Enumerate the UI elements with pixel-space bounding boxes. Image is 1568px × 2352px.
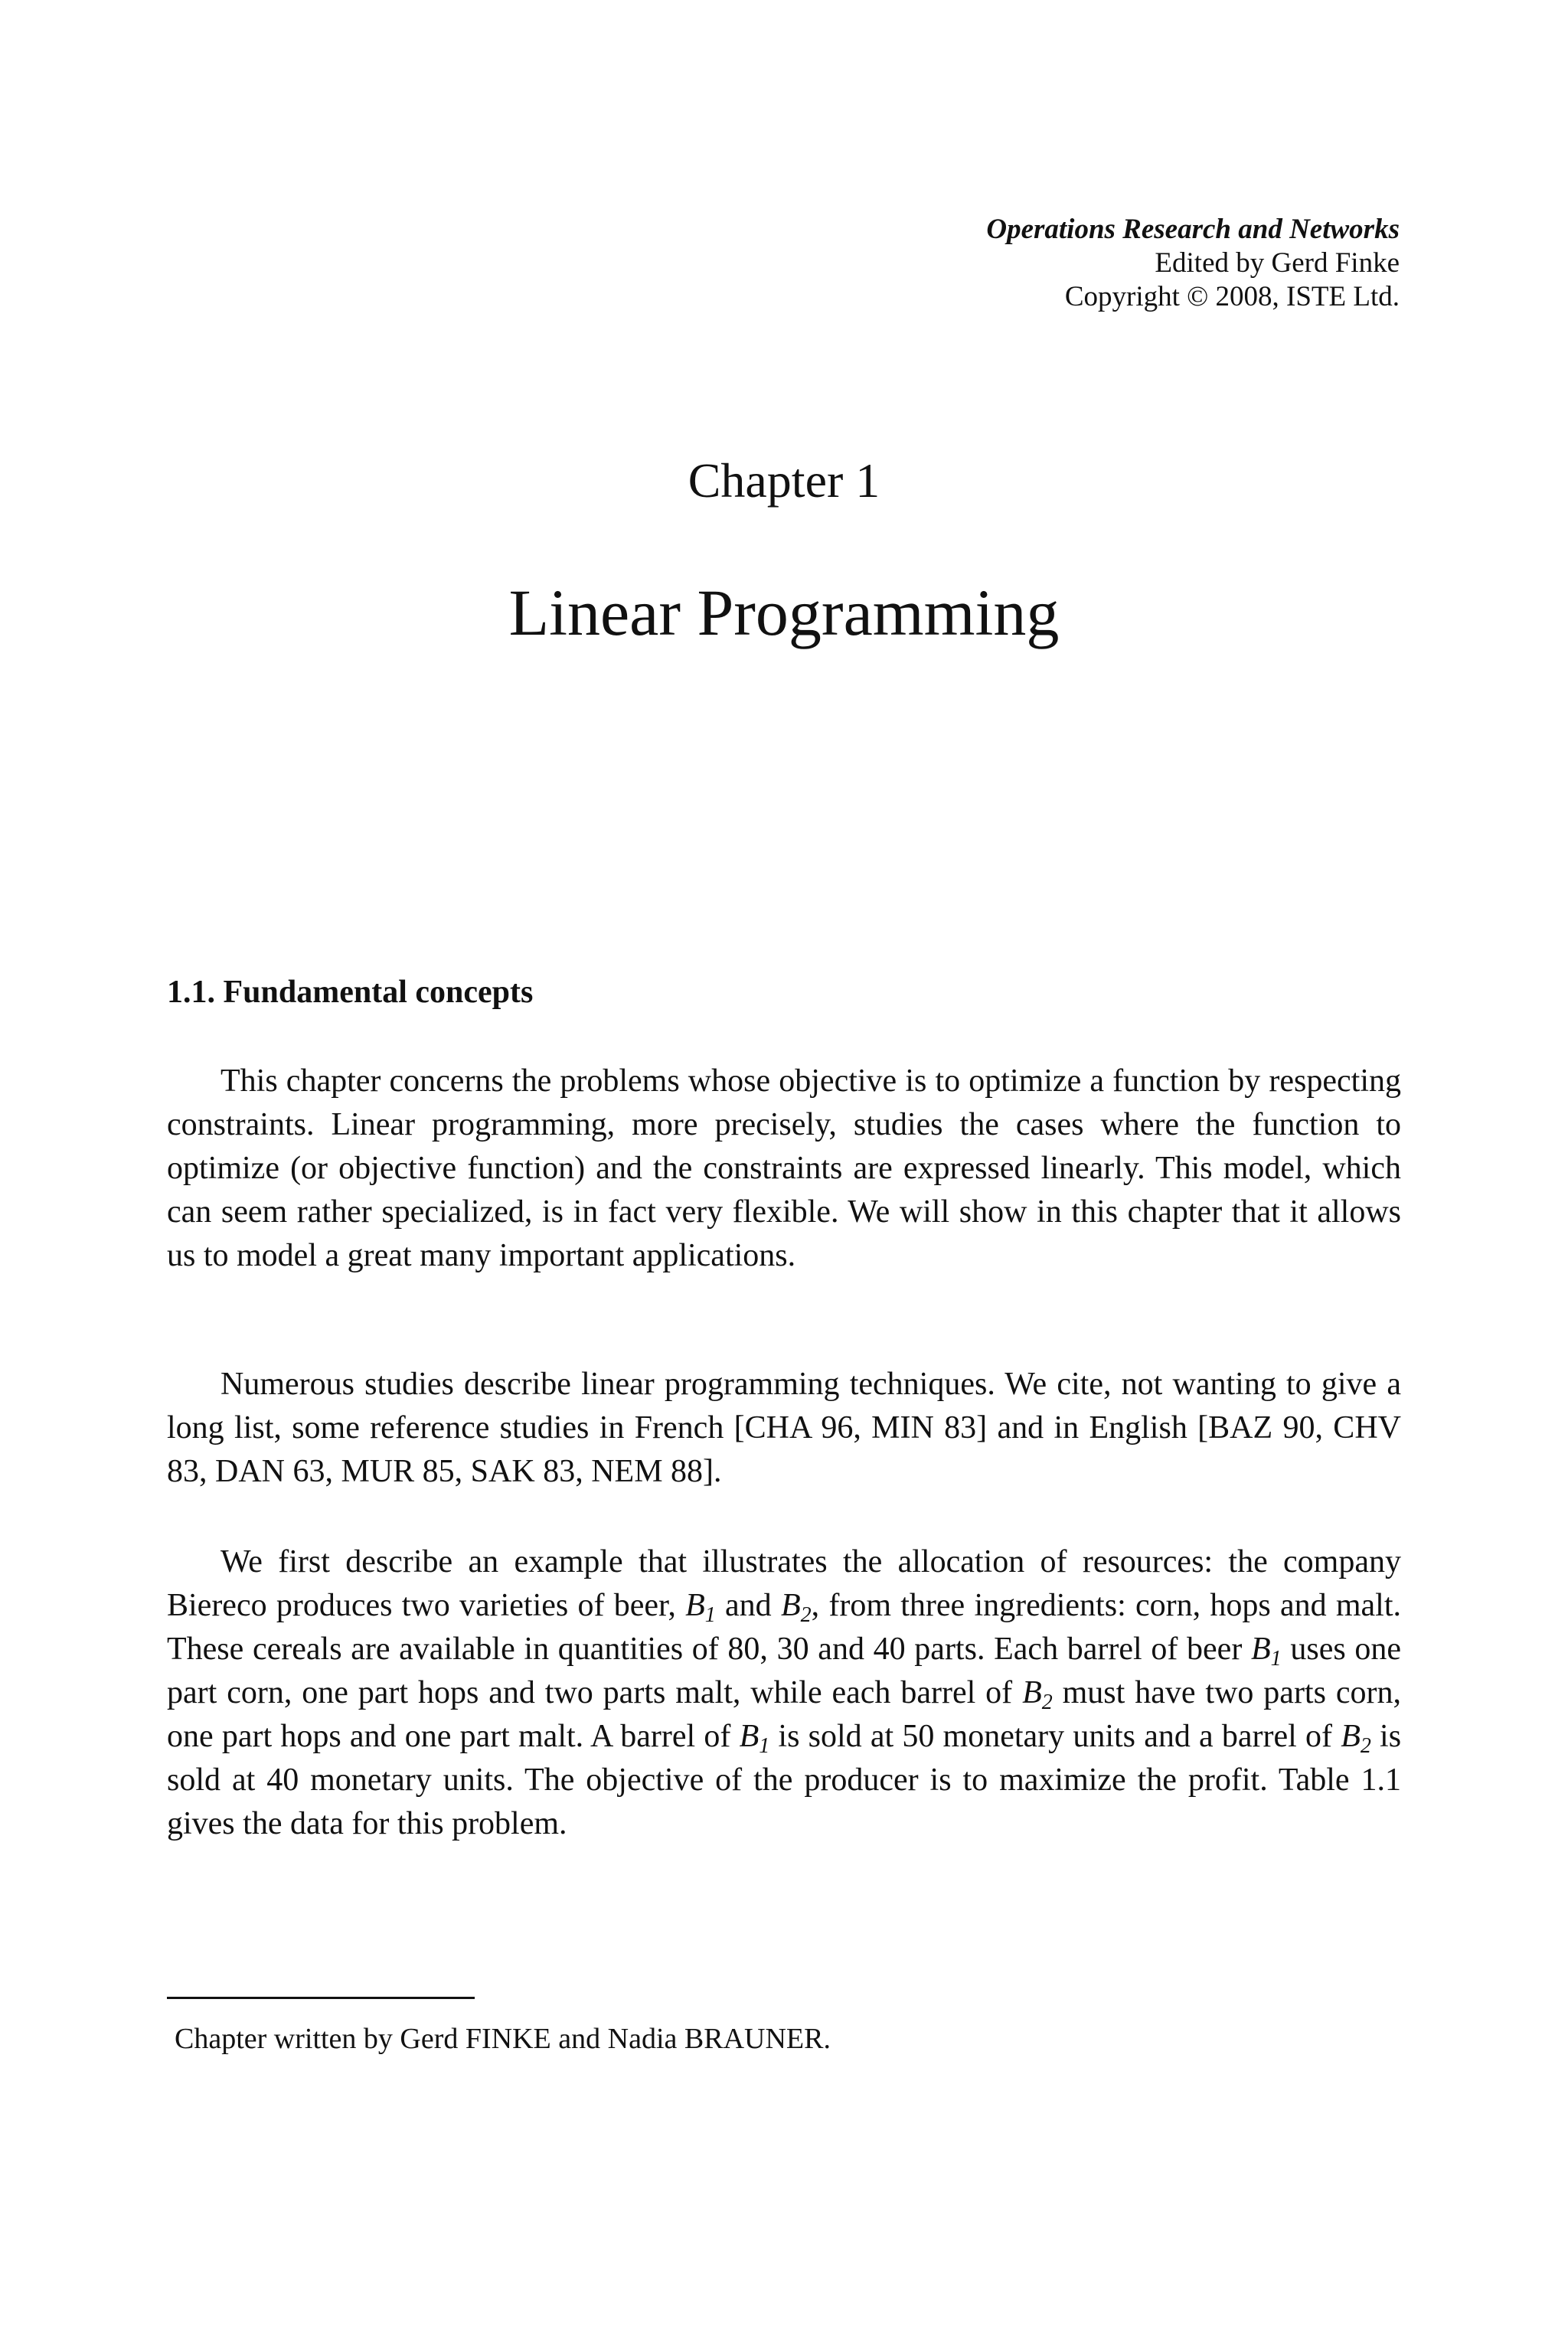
paragraph-2: [167, 1363, 1401, 1494]
book-header: [986, 213, 1400, 314]
paragraph-3-text-7: is sold at 40 monetary units. The objective of the producer is to maximize the profit. Table 1.1 gives the data for this problem.: [167, 1719, 1402, 1841]
section-heading: 1.1. Fundamental concepts: [167, 975, 534, 1010]
variable-b1: $B_1$: [739, 1719, 770, 1758]
chapter-label: Chapter 1: [688, 453, 880, 508]
paragraph-2-text: Numerous studies describe linear programming techniques. We cite, not wanting to give a long list, some reference studies in French [CHA 96, MIN 83] and in English [BAZ 90, CHV 83, DAN 63, MUR 85, SAK 83, NEM 88].: [167, 1367, 1401, 1489]
footnote: Chapter written by Gerd FINKE and Nadia BRAUNER.: [175, 2023, 831, 2055]
variable-b2: $B_2$: [780, 1588, 812, 1627]
variable-b2: $B_2$: [1341, 1719, 1371, 1758]
paragraph-3-text-6: is sold at 50 monetary units and a barrel of: [778, 1719, 1332, 1754]
book-copyright: Copyright © 2008, ISTE Ltd.: [1064, 281, 1400, 312]
variable-b1: $B_1$: [685, 1588, 716, 1627]
chapter-title: Linear Programming: [508, 576, 1060, 649]
paragraph-3-text-5: must have two parts corn, one part hops and one part malt. A barrel of: [167, 1675, 1401, 1754]
book-editor: Edited by Gerd Finke: [1155, 247, 1400, 279]
paragraph-1-text: This chapter concerns the problems whose objective is to optimize a function by respecting constraints. Linear programming, more precisely, studies the cases where the function to optimize (or objective function) and the constraints are expressed linearly. This model, which can seem rather specialized, is in fact very flexible. We will show in this chapter that it allows us to model a great many important applications.: [167, 1063, 1401, 1273]
variable-b2: $B_2$: [1022, 1675, 1053, 1714]
footnote-divider: [167, 1997, 475, 1999]
paragraph-3-text-1: We first describe an example that illustrates the allocation of resources: the company Biereco produces two varieties of beer,: [167, 1544, 1401, 1623]
variable-b1: $B_1$: [1251, 1632, 1282, 1671]
paragraph-3-text-4: uses one part corn, one part hops and two parts malt, while each barrel of: [167, 1632, 1401, 1710]
paragraph-1: [167, 1060, 1401, 1278]
paragraph-3-text-2: and: [725, 1588, 772, 1623]
paragraph-3-text-3: , from three ingredients: corn, hops and malt. These cereals are available in quantities of 80, 30 and 40 parts. Each barrel of beer: [167, 1588, 1402, 1667]
paragraph-3: [167, 1540, 1401, 1846]
book-title: Operations Research and Networks: [986, 214, 1400, 245]
